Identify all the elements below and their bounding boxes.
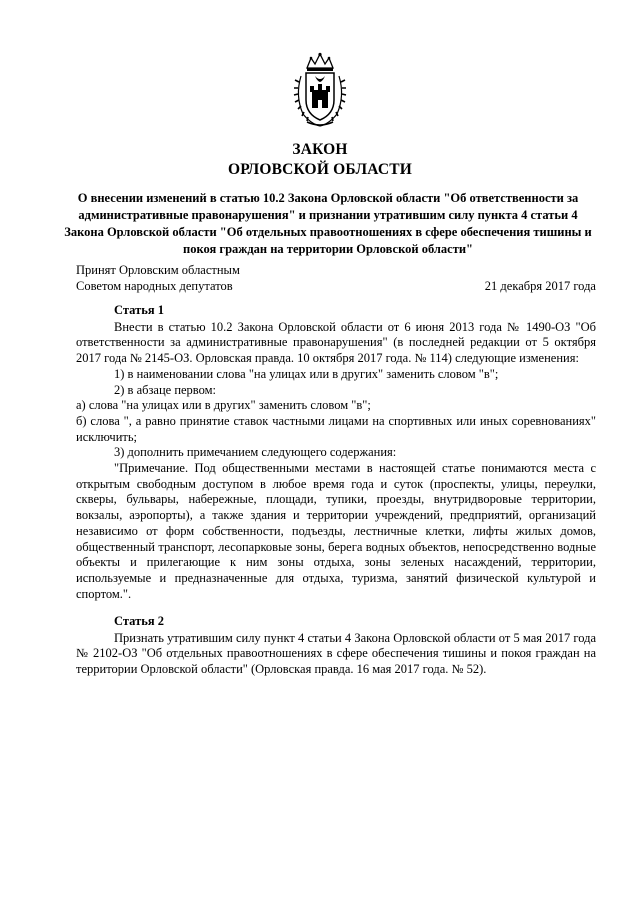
article-1-item-1: 1) в наименовании слова "на улицах или в других" заменить словом "в"; — [114, 366, 499, 381]
article-1-note: "Примечание. Под общественными местами в настоящей статье понимаются места с открытым свободным доступом в любое время года и суток (проспекты, улицы, переулки, скверы, бульвары, набережные, площади, тупики, проезды, внутридворовые территории, вокзалы, аэропорты), а также здания и территории учреждений, предприятий, организаций независимо от форм собственности, подъезды, лестничные клетки, лифты жилых домов, общественный транспорт, лесопарковые зоны, берега водных объектов, непосредственно водные объекты и прилегающие к ним зоны отдыха, зоны зеленых насаждений, территории, используемые и предназначенные для отдыха, туризма, занятий физической культурой и спортом.". — [76, 461, 596, 601]
article-2-title: Статья 2 — [114, 614, 164, 628]
adoption-block — [76, 262, 596, 294]
adoption-date: 21 декабря 2017 года — [484, 279, 596, 293]
adoption-line-2: Советом народных депутатов — [76, 279, 233, 293]
law-subject: О внесении изменений в статью 10.2 Закона Орловской области "Об ответственности за административные правонарушения" и признании утратившим силу пункта 4 статьи 4 Закона Орловской области "Об отдельных правоотношениях в сфере обеспечения тишины и покоя граждан на территории Орловской области" — [64, 191, 592, 256]
article-2 — [76, 614, 596, 678]
law-title: ЗАКОН — [292, 141, 348, 158]
article-2-text: Признать утратившим силу пункт 4 статьи 4 Закона Орловской области от 5 мая 2017 года № 2102-ОЗ "Об отдельных правоотношениях в сфере обеспечения тишины и покоя граждан на территории Орловской области" (Орловская правда. 16 мая 2017 года. № 52). — [76, 630, 596, 677]
article-1-item-2: 2) в абзаце первом: — [114, 382, 217, 397]
coat-of-arms-icon — [293, 52, 347, 130]
region-title: ОРЛОВСКОЙ ОБЛАСТИ — [227, 161, 413, 178]
article-1-title: Статья 1 — [114, 303, 164, 317]
article-1-item-2a: а) слова "на улицах или в других" заменить словом "в"; — [76, 398, 371, 413]
article-1 — [76, 303, 596, 602]
article-1-intro: Внести в статью 10.2 Закона Орловской области от 6 июня 2013 года № 1490-ОЗ "Об ответственности за административные правонарушения" (в последней редакции от 5 октября 2017 года № 2145-ОЗ. Орловская правда. 10 октября 2017 года. № 114) следующие изменения: — [76, 319, 596, 366]
article-1-item-3: 3) дополнить примечанием следующего содержания: — [114, 445, 397, 460]
article-1-item-2b: б) слова ", а равно принятие ставок частными лицами на спортивных или иных соревнованиях" исключить; — [76, 413, 596, 444]
adoption-line-1: Принят Орловским областным — [76, 263, 240, 277]
